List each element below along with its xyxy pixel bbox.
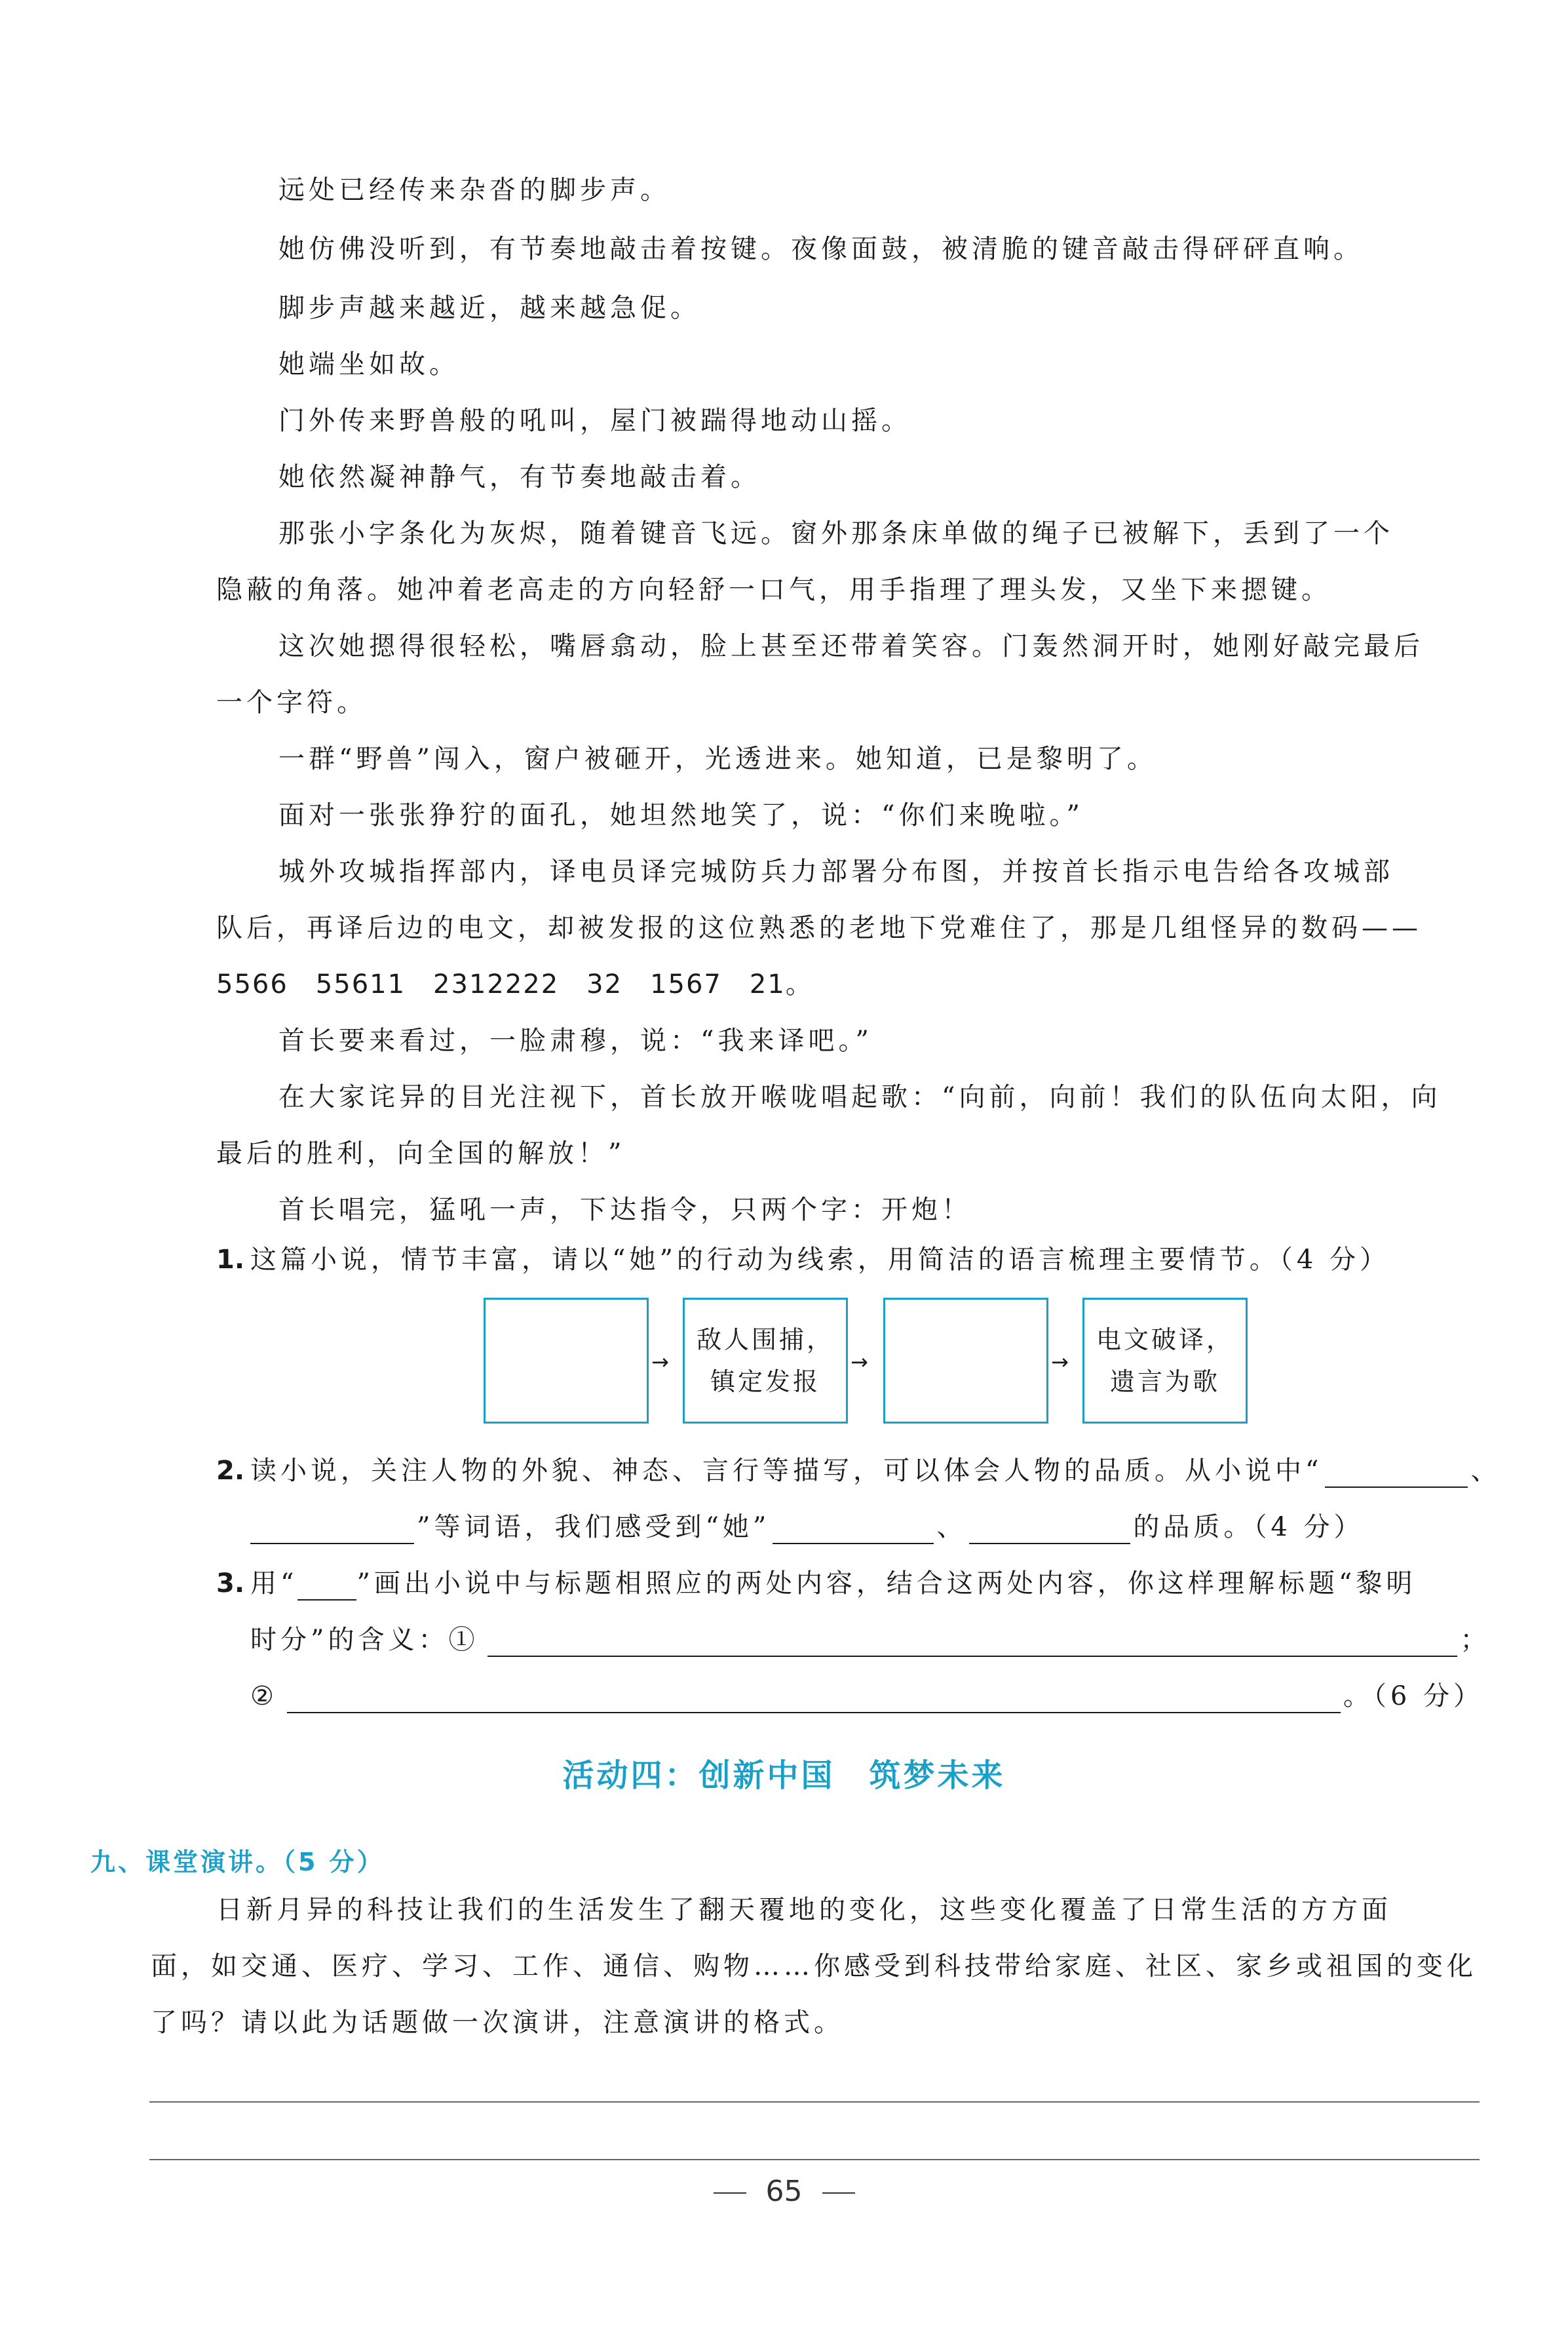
story-paragraph-cont: 隐蔽的角落。她冲着老高走的方向轻舒一口气，用手指理了理头发，又坐下来摁键。 [216, 575, 1331, 605]
story-paragraph: 首长唱完，猛吼一声，下达指令，只两个字：开炮！ [278, 1195, 972, 1225]
arrow-right-icon: → [1051, 1349, 1069, 1374]
flow-box-2 [683, 1298, 848, 1424]
section-heading: 九、课堂演讲。（5 分） [90, 1848, 385, 1876]
question-2-line2 [250, 1510, 1364, 1544]
question-3-number: 3. [216, 1568, 245, 1599]
flow-box-blank-1[interactable] [484, 1298, 649, 1424]
story-paragraph: 城外攻城指挥部内，译电员译完城防兵力部署分布图，并按首长指示电告给各攻城部 [278, 857, 1394, 887]
story-paragraph: 她依然凝神静气，有节奏地敲击着。 [278, 462, 761, 492]
question-1-number: 1. [216, 1245, 245, 1275]
story-paragraph: 一群“野兽”闯入，窗户被砸开，光透进来。她知道，已是黎明了。 [278, 744, 1157, 774]
story-paragraph: 远处已经传来杂沓的脚步声。 [278, 175, 670, 205]
story-paragraph: 她端坐如故。 [278, 349, 459, 379]
question-2-sep: 、 [1470, 1456, 1501, 1486]
story-paragraph: 首长要来看过，一脸肃穆，说：“我来译吧。” [278, 1026, 873, 1056]
question-2-line1 [250, 1454, 1501, 1488]
story-paragraph: 她仿佛没听到，有节奏地敲击着按键。夜像面鼓，被清脆的键音敲击得砰砰直响。 [278, 234, 1364, 264]
footer-dash [822, 2192, 855, 2194]
story-paragraph: 这次她摁得很轻松，嘴唇翕动，脸上甚至还带着笑容。门轰然洞开时，她刚好敲完最后 [278, 631, 1424, 661]
code-numbers: 5566 55611 2312222 32 1567 21。 [216, 969, 813, 1000]
section-paragraph-cont: 面，如交通、医疗、学习、工作、通信、购物……你感受到科技带给家庭、社区、家乡或祖国的变化 [151, 1951, 1477, 1981]
question-2-text: 读小说，关注人物的外貌、神态、言行等描写，可以体会人物的品质。从小说中“ [250, 1456, 1323, 1486]
flow-box-4-line2: 遗言为歌 [1109, 1367, 1220, 1396]
question-3-line2 [250, 1623, 1490, 1657]
flow-box-2-line1: 敌人围捕， [696, 1325, 834, 1354]
question-2-text: ”等词语，我们感受到“她” [417, 1512, 771, 1542]
story-paragraph-cont: 最后的胜利，向全国的解放！” [216, 1138, 626, 1169]
answer-line-1[interactable] [488, 1656, 1457, 1657]
flow-box-4 [1082, 1298, 1248, 1424]
question-3-text: 用“ [250, 1568, 298, 1599]
writing-line[interactable] [149, 2101, 1480, 2103]
section-paragraph: 日新月异的科技让我们的生活发生了翻天覆地的变化，这些变化覆盖了日常生活的方方面 [216, 1895, 1392, 1925]
question-3-sep: ； [1460, 1625, 1491, 1655]
answer-blank-word-2[interactable] [250, 1543, 414, 1544]
underline-sample [297, 1599, 356, 1601]
story-paragraph-cont: 一个字符。 [216, 688, 367, 718]
story-paragraph: 在大家诧异的目光注视下，首长放开喉咙唱起歌：“向前，向前！我们的队伍向太阳，向 [278, 1082, 1442, 1112]
activity-title: 活动四：创新中国 筑梦未来 [562, 1757, 1006, 1794]
section-paragraph-cont: 了吗？请以此为话题做一次演讲，注意演讲的格式。 [151, 2008, 844, 2038]
question-3-label-2: ② [250, 1681, 278, 1711]
question-3-text: ”画出小说中与标题相照应的两处内容，结合这两处内容，你这样理解标题“黎明 [356, 1568, 1417, 1599]
question-3-line3 [250, 1679, 1483, 1713]
question-1-text: 这篇小说，情节丰富，请以“她”的行动为线索，用简洁的语言梳理主要情节。（4 分） [250, 1245, 1390, 1275]
page-footer [0, 2175, 1568, 2208]
flow-box-4-line1: 电文破译， [1096, 1325, 1234, 1354]
question-3-line1 [250, 1566, 1416, 1601]
question-3-score: 。（6 分） [1343, 1681, 1484, 1711]
answer-blank-quality-1[interactable] [773, 1543, 934, 1544]
flow-box-blank-3[interactable] [883, 1298, 1048, 1424]
question-3-label-1: 时分”的含义：① [250, 1625, 479, 1655]
answer-line-2[interactable] [287, 1712, 1341, 1713]
answer-blank-quality-2[interactable] [969, 1543, 1130, 1544]
footer-dash [714, 2192, 746, 2194]
flow-box-2-line2: 镇定发报 [710, 1367, 820, 1396]
answer-blank-word-1[interactable] [1325, 1486, 1468, 1488]
question-2-sep: 、 [936, 1512, 967, 1542]
story-paragraph: 门外传来野兽般的吼叫，屋门被踹得地动山摇。 [278, 406, 911, 436]
writing-line[interactable] [149, 2159, 1480, 2160]
story-paragraph: 那张小字条化为灰烬，随着键音飞远。窗外那条床单做的绳子已被解下，丢到了一个 [278, 518, 1394, 549]
page-number: 65 [765, 2175, 803, 2208]
story-paragraph: 面对一张张狰狞的面孔，她坦然地笑了，说：“你们来晚啦。” [278, 800, 1084, 830]
question-2-text: 的品质。（4 分） [1133, 1512, 1364, 1542]
story-paragraph: 脚步声越来越近，越来越急促。 [278, 293, 700, 323]
story-paragraph-cont: 队后，再译后边的电文，却被发报的这位熟悉的老地下党难住了，那是几组怪异的数码—— [216, 913, 1422, 943]
arrow-right-icon: → [651, 1349, 669, 1374]
question-2-number: 2. [216, 1456, 245, 1486]
arrow-right-icon: → [851, 1349, 868, 1374]
